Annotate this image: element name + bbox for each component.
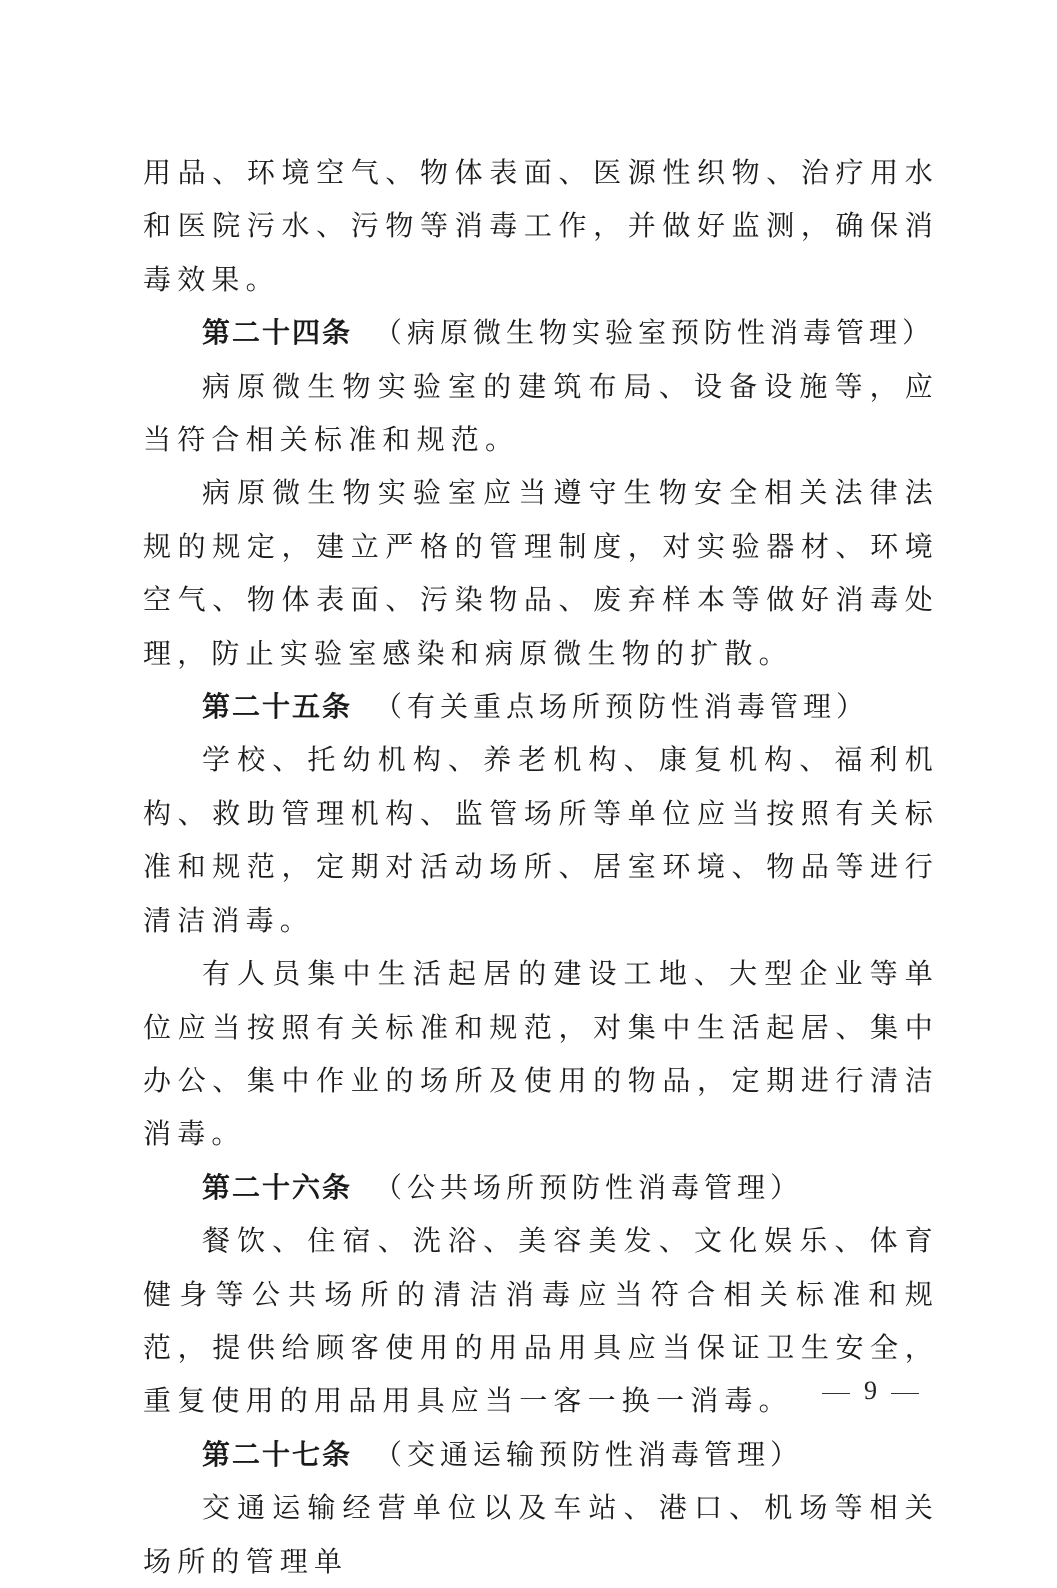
continued-paragraph: 用品、环境空气、物体表面、医源性织物、治疗用水和医院污水、污物等消毒工作，并做好监测，确保消毒效果。 — [143, 156, 939, 296]
page-body — [143, 146, 939, 1588]
article-26-heading — [143, 1161, 939, 1214]
article-25-heading — [143, 680, 939, 733]
article-number: 第二十七条 — [202, 1437, 353, 1471]
article-25-paragraph-2: 有人员集中生活起居的建设工地、大型企业等单位应当按照有关标准和规范，对集中生活起居、集中办公、集中作业的场所及使用的物品，定期进行清洁消毒。 — [143, 957, 939, 1151]
article-title: （有关重点场所预防性消毒管理） — [374, 690, 870, 724]
dash-right — [891, 1393, 919, 1394]
article-26-paragraph-1: 餐饮、住宿、洗浴、美容美发、文化娱乐、体育健身等公共场所的清洁消毒应当符合相关标准和规范，提供给顾客使用的用品用具应当保证卫生安全，重复使用的用品用具应当一客一换一消毒。 — [143, 1224, 939, 1418]
article-27-heading — [143, 1428, 939, 1481]
dash-left — [822, 1393, 850, 1394]
article-title: （病原微生物实验室预防性消毒管理） — [374, 316, 936, 350]
article-24-heading — [143, 306, 939, 359]
page-number: 9 — [864, 1376, 877, 1405]
article-number: 第二十四条 — [202, 316, 353, 350]
article-24-paragraph-2: 病原微生物实验室应当遵守生物安全相关法律法规的规定，建立严格的管理制度，对实验器材、环境空气、物体表面、污染物品、废弃样本等做好消毒处理，防止实验室感染和病原微生物的扩散。 — [143, 476, 939, 670]
article-title: （公共场所预防性消毒管理） — [374, 1170, 804, 1204]
article-27-paragraph-1: 交通运输经营单位以及车站、港口、机场等相关场所的管理单 — [143, 1491, 939, 1578]
page-footer — [808, 1376, 933, 1406]
article-25-paragraph-1: 学校、托幼机构、养老机构、康复机构、福利机构、救助管理机构、监管场所等单位应当按照有关标准和规范，定期对活动场所、居室环境、物品等进行清洁消毒。 — [143, 743, 939, 937]
article-title: （交通运输预防性消毒管理） — [374, 1437, 804, 1471]
article-24-paragraph-1: 病原微生物实验室的建筑布局、设备设施等，应当符合相关标准和规范。 — [143, 369, 939, 457]
article-number: 第二十五条 — [202, 690, 353, 724]
article-number: 第二十六条 — [202, 1170, 353, 1204]
